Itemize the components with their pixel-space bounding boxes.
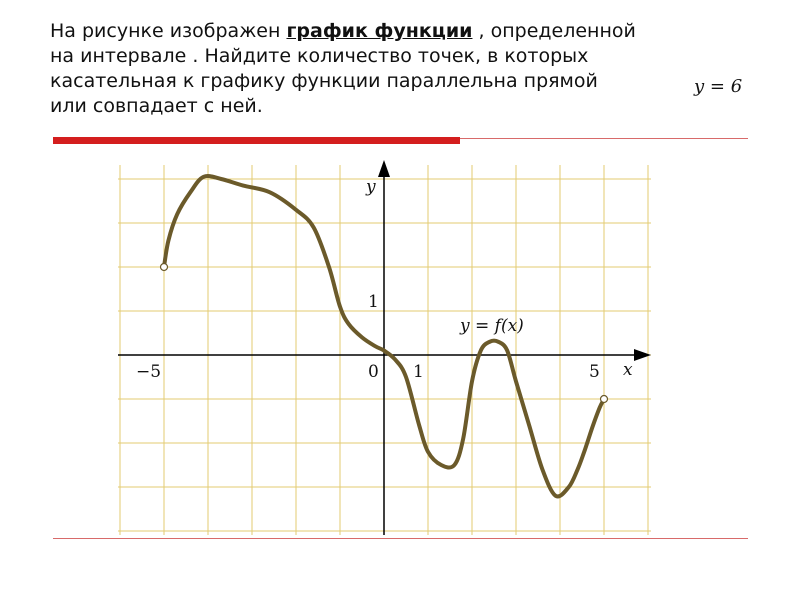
open-endpoint-left: [161, 264, 168, 271]
tick-label-x-1: 1: [413, 362, 424, 382]
axes: [118, 160, 651, 535]
x-axis-label: x: [623, 360, 633, 380]
tick-label-x-5: 5: [589, 362, 600, 382]
function-graph-term: график функции: [286, 20, 473, 42]
function-label: y = f(x): [460, 316, 524, 336]
task-line-4: или совпадает с ней.: [50, 95, 263, 117]
line-equation: y = 6: [694, 76, 743, 97]
tick-label-y-1: 1: [368, 292, 379, 312]
y-axis-label: y: [366, 177, 376, 197]
task-line-3: касательная к графику функции параллельна прямой: [50, 70, 598, 92]
tick-label-x-neg5: −5: [136, 362, 162, 382]
task-line-1-start: На рисунке изображен: [50, 20, 287, 42]
task-line-1-end: , определенной: [472, 20, 636, 42]
y-axis-arrow-icon: [378, 160, 390, 177]
task-line-2: на интервале . Найдите количество точек, в которых: [50, 45, 589, 67]
tick-label-origin: 0: [368, 362, 379, 382]
open-endpoint-right: [601, 396, 608, 403]
